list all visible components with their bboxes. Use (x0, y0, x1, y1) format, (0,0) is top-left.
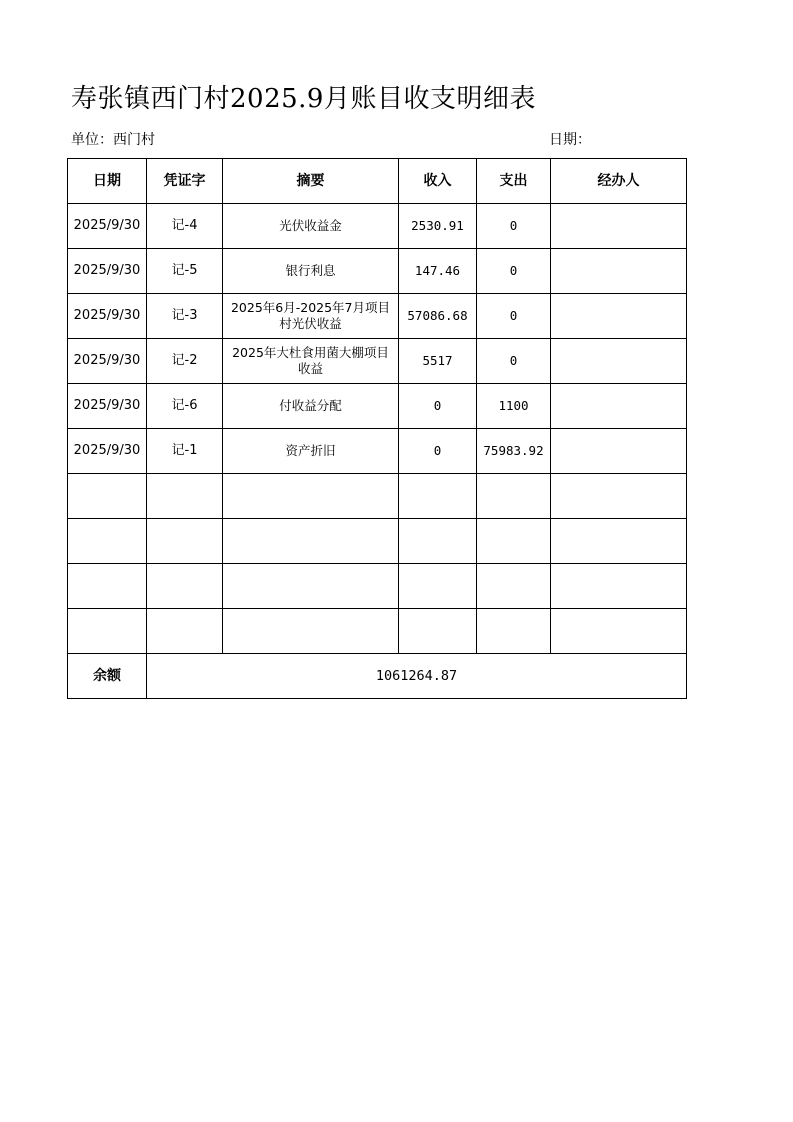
cell-voucher (147, 564, 223, 609)
balance-value: 1061264.87 (147, 654, 687, 699)
cell-date (68, 474, 147, 519)
cell-handler (551, 384, 687, 429)
cell-handler (551, 204, 687, 249)
column-header-voucher: 凭证字 (147, 159, 223, 204)
cell-voucher: 记-1 (147, 429, 223, 474)
cell-date: 2025/9/30 (68, 294, 147, 339)
cell-income (399, 474, 477, 519)
cell-handler (551, 294, 687, 339)
cell-expense (477, 609, 551, 654)
cell-handler (551, 564, 687, 609)
cell-summary (223, 519, 399, 564)
cell-summary: 付收益分配 (223, 384, 399, 429)
cell-voucher: 记-6 (147, 384, 223, 429)
cell-handler (551, 429, 687, 474)
cell-summary: 光伏收益金 (223, 204, 399, 249)
cell-handler (551, 609, 687, 654)
cell-date (68, 519, 147, 564)
cell-summary: 2025年6月-2025年7月项目村光伏收益 (223, 294, 399, 339)
cell-income (399, 609, 477, 654)
cell-summary (223, 474, 399, 519)
table-header-row (68, 159, 687, 204)
cell-summary: 银行利息 (223, 249, 399, 294)
cell-expense: 0 (477, 339, 551, 384)
cell-handler (551, 519, 687, 564)
cell-date (68, 609, 147, 654)
cell-income (399, 519, 477, 564)
page-title: 寿张镇西门村2025.9月账目收支明细表 (71, 84, 536, 114)
table-row (68, 204, 687, 249)
table-row (68, 294, 687, 339)
cell-voucher: 记-2 (147, 339, 223, 384)
column-header-date: 日期 (68, 159, 147, 204)
cell-income: 0 (399, 429, 477, 474)
cell-date: 2025/9/30 (68, 339, 147, 384)
cell-income: 0 (399, 384, 477, 429)
cell-date: 2025/9/30 (68, 204, 147, 249)
cell-voucher (147, 519, 223, 564)
cell-handler (551, 339, 687, 384)
cell-expense (477, 474, 551, 519)
table-row (68, 474, 687, 519)
table-row (68, 609, 687, 654)
cell-summary (223, 564, 399, 609)
cell-date: 2025/9/30 (68, 384, 147, 429)
cell-date: 2025/9/30 (68, 249, 147, 294)
cell-summary: 2025年大杜食用菌大棚项目收益 (223, 339, 399, 384)
cell-summary (223, 609, 399, 654)
column-header-expense: 支出 (477, 159, 551, 204)
cell-expense (477, 519, 551, 564)
cell-income: 147.46 (399, 249, 477, 294)
table-row (68, 429, 687, 474)
table-row (68, 249, 687, 294)
column-header-income: 收入 (399, 159, 477, 204)
cell-date (68, 564, 147, 609)
cell-income: 2530.91 (399, 204, 477, 249)
cell-income: 5517 (399, 339, 477, 384)
cell-voucher (147, 609, 223, 654)
ledger-table (67, 158, 687, 699)
cell-income (399, 564, 477, 609)
balance-label: 余额 (68, 654, 147, 699)
table-row (68, 519, 687, 564)
cell-expense: 0 (477, 204, 551, 249)
cell-voucher (147, 474, 223, 519)
cell-handler (551, 474, 687, 519)
cell-voucher: 记-5 (147, 249, 223, 294)
cell-expense: 0 (477, 294, 551, 339)
date-label: 日期： (549, 132, 591, 148)
table-row (68, 339, 687, 384)
cell-summary: 资产折旧 (223, 429, 399, 474)
cell-handler (551, 249, 687, 294)
cell-expense (477, 564, 551, 609)
column-header-summary: 摘要 (223, 159, 399, 204)
unit-label: 单位：西门村 (71, 132, 155, 148)
cell-date: 2025/9/30 (68, 429, 147, 474)
cell-voucher: 记-3 (147, 294, 223, 339)
cell-expense: 75983.92 (477, 429, 551, 474)
table-row (68, 384, 687, 429)
cell-voucher: 记-4 (147, 204, 223, 249)
table-row (68, 564, 687, 609)
cell-expense: 1100 (477, 384, 551, 429)
cell-income: 57086.68 (399, 294, 477, 339)
balance-row (68, 654, 687, 699)
column-header-handler: 经办人 (551, 159, 687, 204)
cell-expense: 0 (477, 249, 551, 294)
